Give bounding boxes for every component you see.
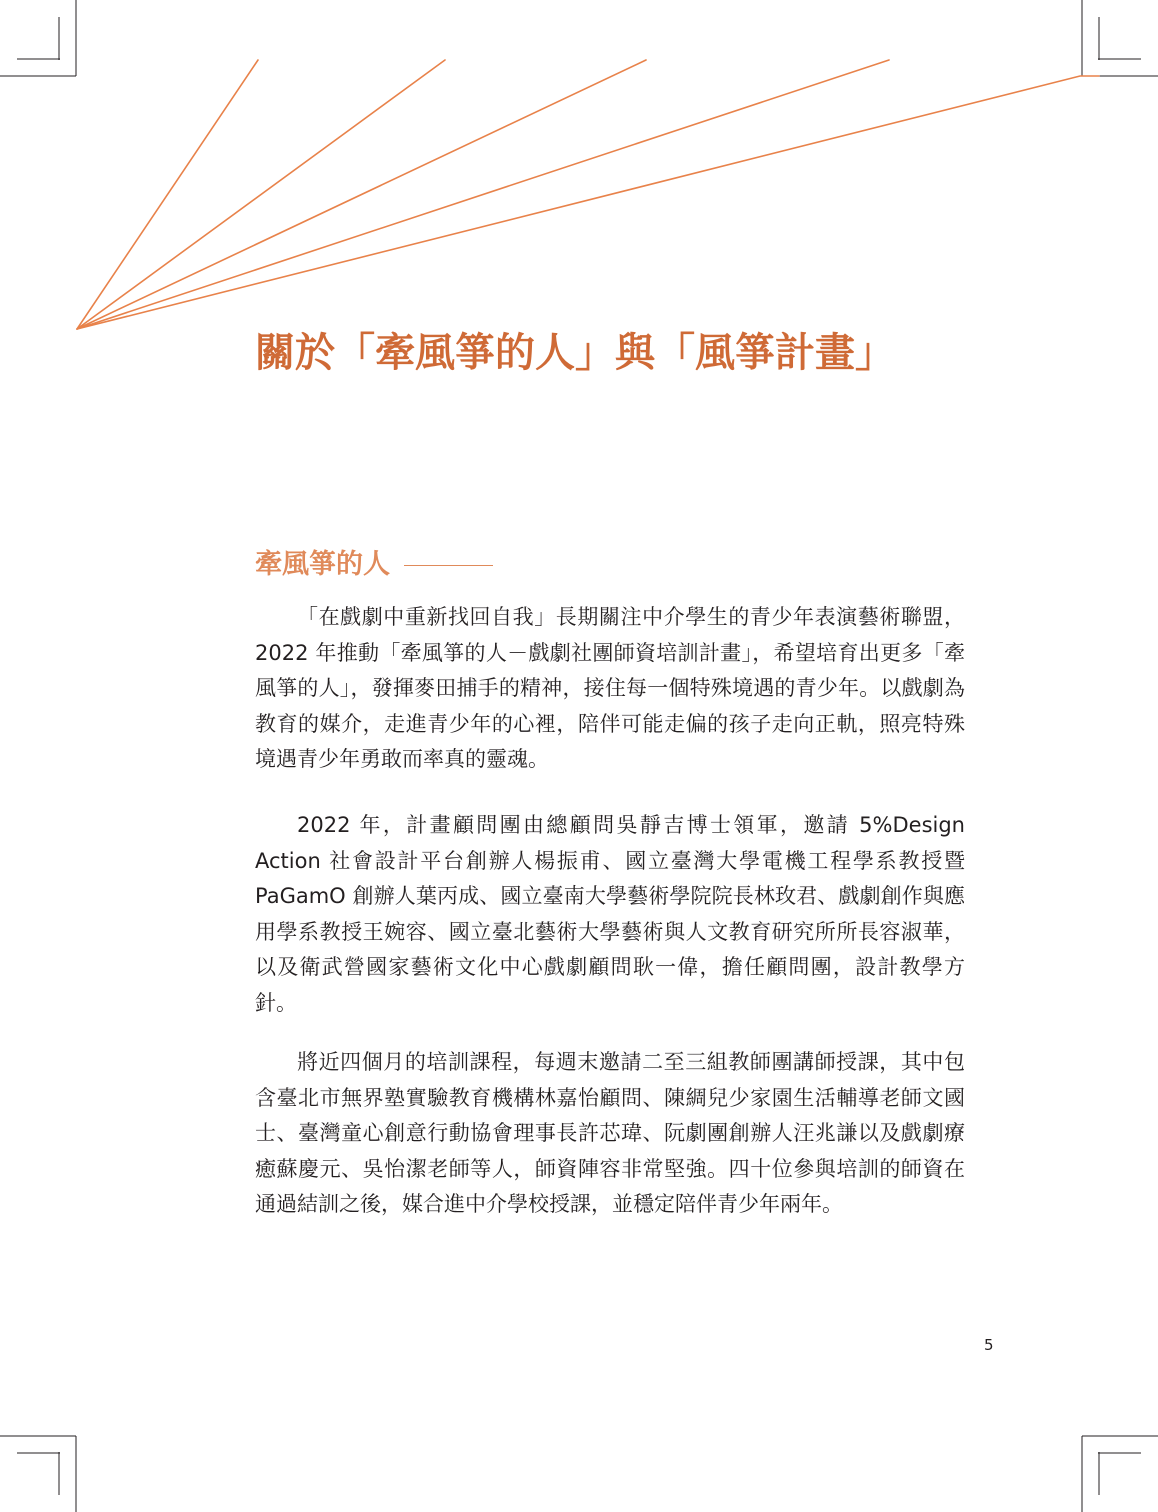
crop-mark-bottom-left (0, 1436, 76, 1512)
crop-mark-bottom-right (1082, 1436, 1158, 1512)
body-paragraph: 2022 年，計畫顧問團由總顧問吳靜吉博士領軍，邀請 5%Design Action 社會設計平台創辦人楊振甫、國立臺灣大學電機工程學系教授暨 PaGamO 創辦人葉丙成、國立臺南大學藝術學院院長林玫君、戲劇創作與應用學系教授王婉容、國立臺北藝術大學藝術與人文教育研究所所長容淑華，以及衛武營國家藝術文化中心戲劇顧問耿一偉，擔任顧問團，設計教學方針。 (255, 813, 965, 1015)
ray-line (77, 60, 889, 329)
page-title: 關於「牽風箏的人」與「風箏計畫」 (255, 329, 895, 376)
section-heading-rule (404, 565, 493, 566)
section-heading-label: 牽風箏的人 (255, 549, 390, 580)
section-heading (255, 545, 493, 585)
page-number: 5 (984, 1336, 994, 1354)
ray-line (77, 60, 646, 329)
ray-line (77, 60, 258, 329)
ray-line (77, 76, 1099, 329)
body-paragraph: 將近四個月的培訓課程，每週末邀請二至三組教師團講師授課，其中包含臺北市無界塾實驗教育機構林嘉怡顧問、陳綢兒少家園生活輔導老師文國士、臺灣童心創意行動協會理事長許芯瑋、阮劇團創辦人汪兆謙以及戲劇療癒蘇慶元、吳怡潔老師等人，師資陣容非常堅強。四十位參與培訓的師資在通過結訓之後，媒合進中介學校授課，並穩定陪伴青少年兩年。 (255, 1050, 965, 1216)
ray-line (77, 60, 445, 329)
body-paragraph: 「在戲劇中重新找回自我」長期關注中介學生的青少年表演藝術聯盟，2022 年推動「牽風箏的人－戲劇社團師資培訓計畫」，希望培育出更多「牽風箏的人」，發揮麥田捕手的精神，接住每一個特殊境遇的青少年。以戲劇為教育的媒介，走進青少年的心裡，陪伴可能走偏的孩子走向正軌，照亮特殊境遇青少年勇敢而率真的靈魂。 (255, 605, 965, 771)
